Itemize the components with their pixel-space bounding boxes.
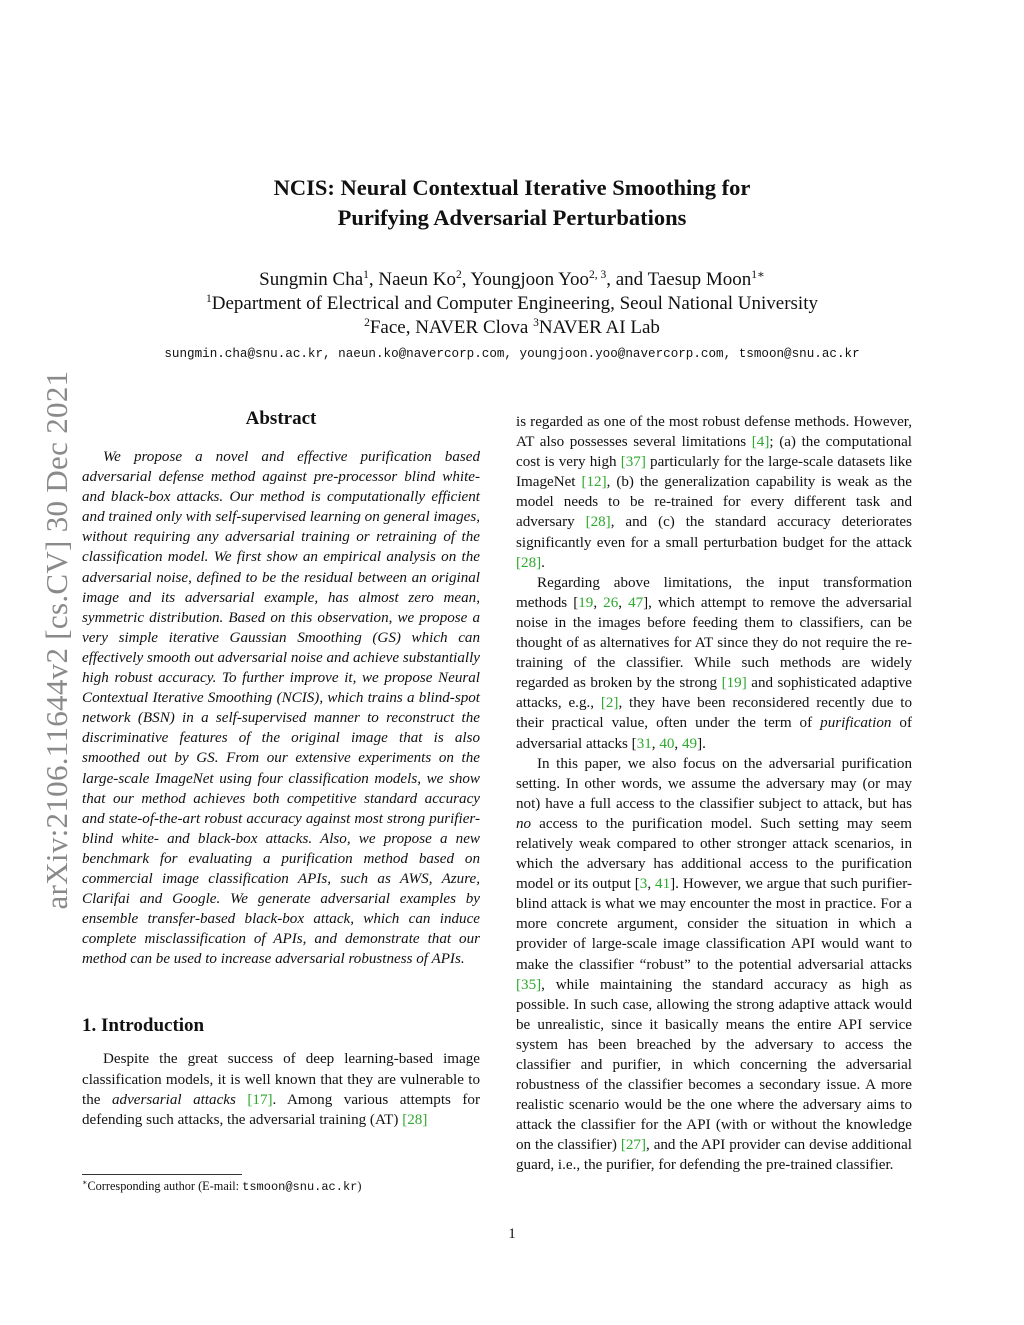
emphasis-text: adversarial attacks	[111, 1091, 236, 1108]
footnote-mark: ∗	[82, 1178, 88, 1187]
emphasis-text: purification	[820, 715, 892, 732]
citation-link[interactable]: [37]	[620, 454, 646, 471]
author-name: Naeun Ko	[378, 269, 456, 290]
text-run: ; (a) the computational cost is very high	[516, 434, 912, 471]
text-run: .	[541, 554, 545, 571]
intro-paragraph	[82, 1049, 480, 1129]
affiliation-mark: 2	[364, 317, 370, 329]
author-emails: sungmin.cha@snu.ac.kr, naeun.ko@navercorp.com, youngjoon.yoo@navercorp.com, tsmoon@snu.ac.kr	[164, 347, 860, 361]
text-run: and sophisticated adaptive attacks, e.g.,	[516, 675, 912, 712]
affiliation-mark: 2, 3	[588, 269, 607, 281]
affiliation-text: Department of Electrical and Computer Engineering, Seoul National University	[211, 293, 818, 314]
citation-link[interactable]: [4]	[751, 434, 770, 451]
citation-link[interactable]: 47	[628, 594, 644, 611]
separator: , and	[606, 269, 648, 290]
text-run: ]. However, we argue that such purifier-blind attack is what we may encounter the most in practice. For a more concrete argument, consider the situation in which a provider of large-scale image classification API would want to make the classifier “robust” to the potential adversarial attacks	[516, 876, 912, 973]
separator: ,	[461, 269, 471, 290]
author-block	[0, 268, 1024, 340]
title-line-1: NCIS: Neural Contextual Iterative Smoothing for	[273, 175, 751, 200]
text-run: ,	[593, 594, 604, 611]
text-run: ,	[674, 735, 682, 752]
affiliation-2	[0, 316, 1024, 340]
footnote-email: tsmoon@snu.ac.kr	[242, 1180, 358, 1194]
text-run: is regarded as one of the most robust defense methods. However, AT also possesses several limitations	[516, 414, 912, 451]
text-run: particularly for the large-scale datasets like ImageNet	[516, 454, 912, 491]
citation-link[interactable]: 26	[603, 594, 619, 611]
text-run: , and (c) the standard accuracy deteriorates significantly even for a small perturbation budget for the attack	[516, 514, 912, 551]
text-run: ,	[651, 735, 660, 752]
footnote-text: Corresponding author (E-mail:	[87, 1179, 243, 1193]
citation-link[interactable]: 49	[681, 735, 698, 752]
citation-link[interactable]: [12]	[581, 474, 607, 491]
text-run: In this paper, we also focus on the adversarial purification setting. In other words, we assume the adversary may (or may not) have a full access to the classifier subject to attack, but has	[516, 755, 912, 812]
text-run: Regarding above limitations, the input transformation methods [	[516, 574, 912, 611]
affiliation-mark: 2	[455, 269, 462, 281]
body-paragraph	[516, 573, 912, 754]
abstract-text: We propose a novel and effective purification based adversarial defense method against pre-processor blind white- and black-box attacks. Our method is computationally efficient and trained only with self-supervised learning on general images, without requiring any adversarial training or retraining of the classification model. We first show an empirical analysis on the adversarial noise, defined to be the residual between an original image and its adversarial example, has almost zero mean, symmetric distribution. Based on this observation, we propose a very simple iterative Gaussian Smoothing (GS) which can effectively smooth out adversarial noise and achieve substantially high robust accuracy. To further improve it, we propose Neural Contextual Iterative Smoothing (NCIS), which trains a blind-spot network (BSN) in a self-supervised manner to reconstruct the discriminative features of the original image that is also smoothed out by GS. From our extensive experiments on the large-scale ImageNet using four classification models, we show that our method achieves both competitive standard accuracy and state-of-the-art robust accuracy against most strong purifier-blind white- and black-box attacks. Also, we propose a new benchmark for evaluating a purification method based on commercial image classification APIs, such as AWS, Azure, Clarifai and Google. We generate adversarial examples by ensemble transfer-based black-box attack, which can induce complete misclassification of APIs, and demonstrate that our method can be used to increase adversarial robustness of APIs.	[82, 449, 480, 968]
text-run: ,	[647, 876, 656, 893]
arxiv-identifier: arXiv:2106.11644v2 [cs.CV] 30 Dec 2021	[39, 370, 74, 910]
citation-link[interactable]: 41	[655, 876, 671, 893]
author-name: Youngjoon Yoo	[470, 269, 589, 290]
author-name: Taesup Moon	[647, 269, 752, 290]
affiliation-mark: 3	[533, 317, 539, 329]
affiliation-mark: 1	[206, 293, 212, 305]
citation-link[interactable]: [2]	[600, 695, 619, 712]
citation-link[interactable]: [19]	[721, 675, 747, 692]
footnote-rule	[82, 1174, 242, 1175]
footnote-text: )	[357, 1179, 362, 1193]
section-heading: 1. Introduction	[82, 1015, 205, 1037]
author-names	[0, 268, 1024, 292]
text-run: , while maintaining the standard accuracy as high as possible. In such case, allowing the strong adaptive attack would be unrealistic, since it basically means the entire API service system has been breached by the adversary to access the classifier and purifier, in which concerning the adversarial robustness of the classifier becomes a secondary issue. A more realistic scenario would be the one where the adversary aims to attack the classifier for the API (with or without the knowledge on the classifier)	[516, 976, 912, 1154]
emphasis-text: no	[516, 815, 532, 832]
separator: ,	[368, 269, 379, 290]
affiliation-mark: 1	[363, 269, 369, 281]
affiliation-1	[0, 292, 1024, 316]
affiliation-text: NAVER AI Lab	[538, 317, 660, 338]
citation-link[interactable]: [28]	[585, 514, 611, 531]
affiliation-mark: 1∗	[751, 269, 765, 281]
text-run: ,	[618, 594, 629, 611]
text-run: ], which attempt to remove the adversarial noise in the images before feeding them to classifiers, can be thought of as alternatives for AT since they do not require the re-training of the classifier. While such methods are widely regarded as broken by the strong	[516, 594, 913, 692]
text-run: , and the API provider can devise additional guard, i.e., the purifier, for defending the pre-trained classifier.	[516, 1137, 912, 1174]
text-run: , (b) the generalization capability is weak as the model needs to be re-trained for every different task and adversary	[516, 474, 912, 531]
text-run: ].	[697, 735, 706, 752]
text-run: of adversarial attacks [	[516, 715, 912, 752]
citation-link[interactable]: 3	[639, 876, 648, 893]
title-line-2: Purifying Adversarial Perturbations	[337, 205, 687, 230]
text-run: , they have been reconsidered recently due to their practical value, often under the term of	[516, 695, 913, 732]
author-name: Sungmin Cha	[259, 269, 364, 290]
text-run: Despite the great success of deep learning-based image classification models, it is well known that they are vulnerable to the	[82, 1051, 480, 1108]
right-column	[516, 412, 912, 1176]
citation-link[interactable]: 31	[636, 735, 652, 752]
body-paragraph	[516, 412, 912, 573]
citation-link[interactable]: [28]	[402, 1111, 428, 1128]
body-paragraph	[516, 754, 912, 1176]
citation-link[interactable]: [28]	[516, 554, 542, 571]
citation-link[interactable]: [27]	[620, 1137, 646, 1154]
paper-title	[0, 173, 1024, 233]
citation-link[interactable]: [35]	[516, 976, 542, 993]
left-column	[82, 405, 480, 1130]
citation-link[interactable]: 40	[659, 735, 675, 752]
text-run: . Among various attempts for defending such attacks, the adversarial training (AT)	[82, 1091, 481, 1128]
text-run	[236, 1092, 248, 1108]
citation-link[interactable]: 19	[578, 594, 594, 611]
page-number: 1	[508, 1226, 516, 1242]
text-run: access to the purification model. Such setting may seem relatively weak compared to other stronger attack scenarios, in which the adversary has additional access to the purification model or its output [	[516, 815, 912, 893]
abstract-heading: Abstract	[245, 408, 317, 429]
affiliation-text: Face, NAVER Clova	[369, 317, 534, 338]
footnote	[82, 1178, 502, 1195]
citation-link[interactable]: [17]	[247, 1091, 273, 1108]
